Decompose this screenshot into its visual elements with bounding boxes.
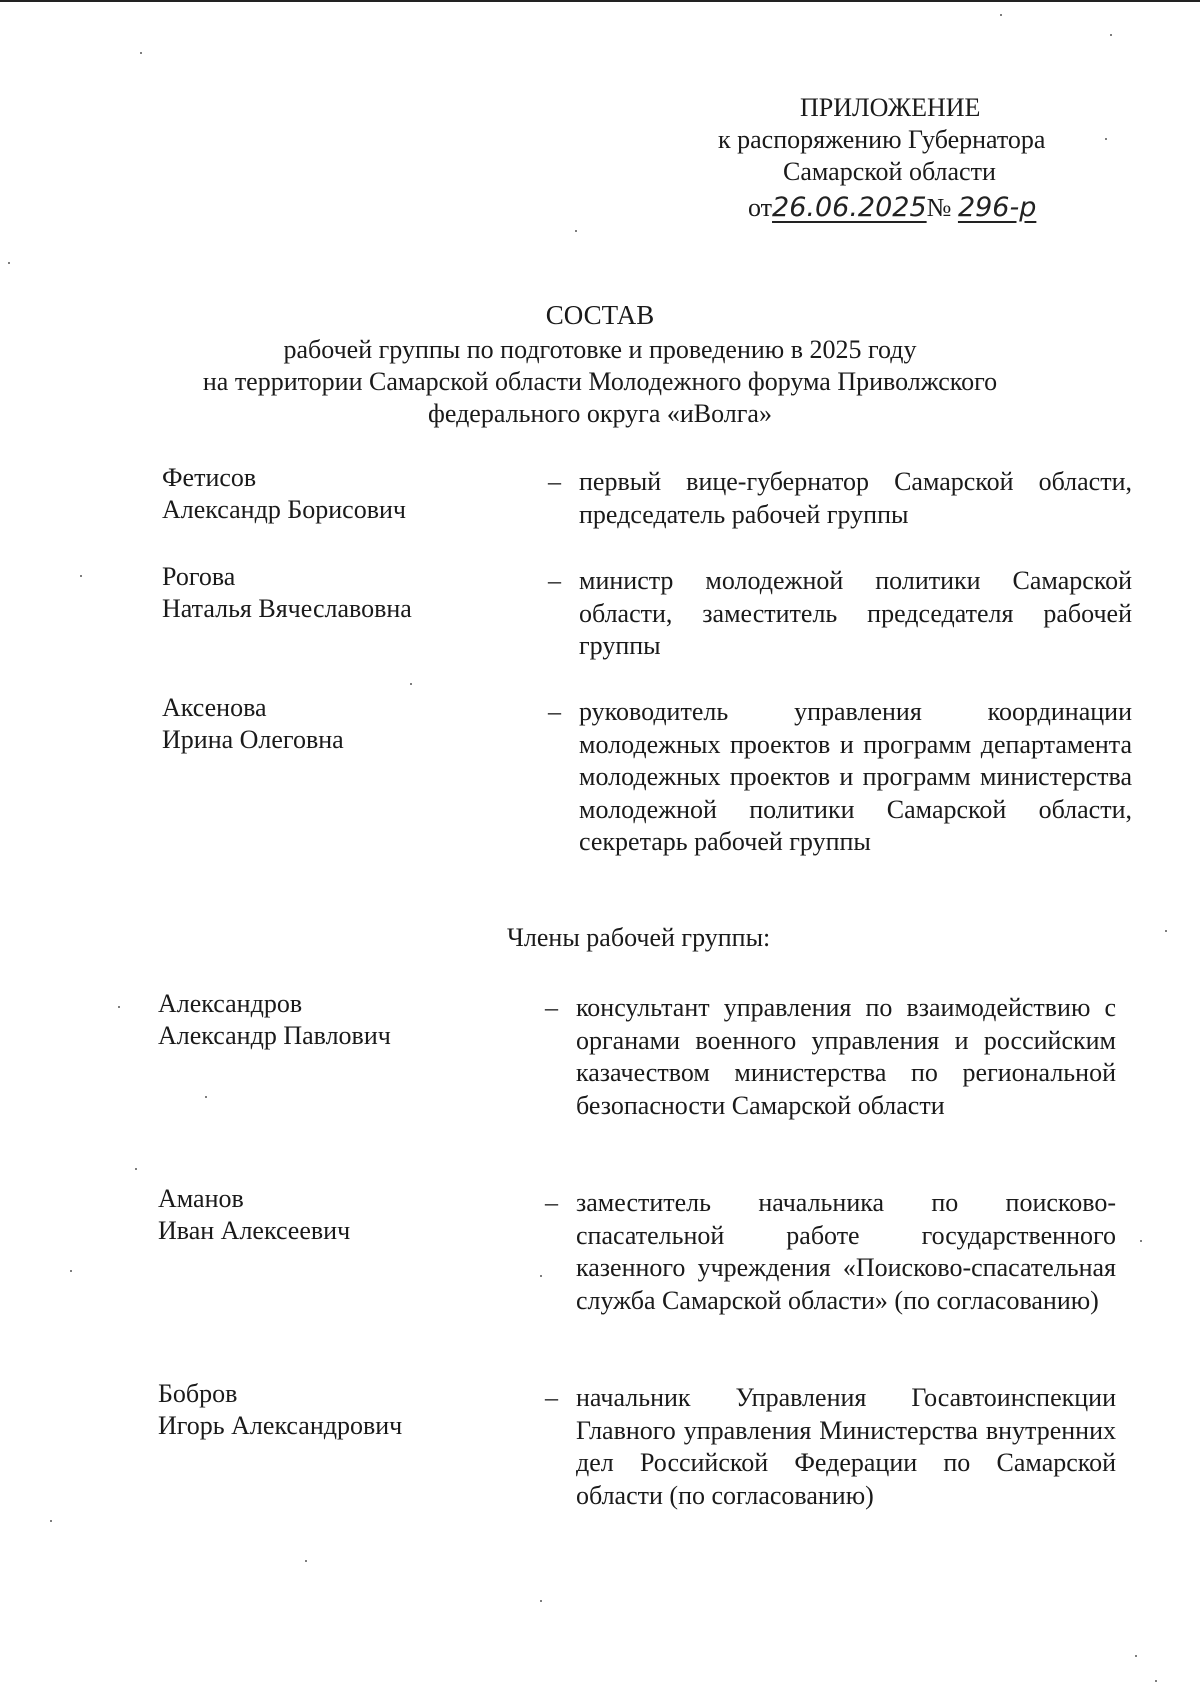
scan-speck [50,1520,52,1522]
scan-speck [1165,930,1167,932]
date-prefix: от [748,193,773,222]
member-surname: Аксенова [162,693,267,722]
number-prefix: № [926,193,952,222]
scan-speck [70,1270,72,1272]
scan-speck [410,683,412,685]
appendix-date-number [748,192,1036,224]
scan-speck [80,575,82,577]
member-surname: Александров [158,989,303,1018]
member-surname: Рогова [162,562,236,591]
member-dash: – [545,1383,558,1412]
scan-speck [1110,34,1112,36]
members-heading: Члены рабочей группы: [507,923,771,952]
scan-speck [540,1600,542,1602]
appendix-authority: Самарской области [783,157,996,186]
handwritten-date: 26.06.2025 [772,192,927,223]
scan-speck [1000,14,1002,16]
scan-speck [540,1275,542,1277]
handwritten-number: 296-р [957,192,1037,223]
scan-speck [205,1096,207,1098]
member-given-names: Иван Алексеевич [158,1216,351,1245]
scan-speck [1155,1680,1157,1682]
scan-speck [8,262,10,264]
scan-speck [118,1006,120,1008]
member-surname: Аманов [158,1184,244,1213]
member-role: министр молодежной политики Самарской области, заместитель председателя рабочей группы [579,566,1132,660]
document-subtitle-line-1: рабочей группы по подготовке и проведению в 2025 году [283,335,917,364]
document-subtitle-line-2: на территории Самарской области Молодежного форума Приволжского [202,367,998,396]
member-role: заместитель начальника по поисково-спасательной работе государственного казенного учреждения «Поисково-спасательная служба Самарской области» (по согласованию) [576,1188,1116,1315]
member-role: консультант управления по взаимодействию с органами военного управления и российским казачеством министерства по региональной безопасности Самарской области [576,993,1116,1120]
member-surname: Фетисов [162,463,257,492]
member-dash: – [548,697,561,726]
scan-speck [575,230,577,232]
member-role: первый вице-губернатор Самарской области, председатель рабочей группы [579,467,1132,529]
scan-speck [135,1168,137,1170]
appendix-title: ПРИЛОЖЕНИЕ [800,93,981,122]
member-given-names: Наталья Вячеславовна [162,594,412,623]
member-given-names: Александр Борисович [162,495,406,524]
member-given-names: Александр Павлович [158,1021,391,1050]
member-dash: – [545,1188,558,1217]
member-given-names: Ирина Олеговна [162,725,344,754]
scan-speck [140,52,142,54]
document-subtitle-line-3: федерального округа «иВолга» [428,399,772,428]
member-dash: – [545,993,558,1022]
scan-speck [305,1560,307,1562]
scan-top-border [0,0,1200,2]
document-title: СОСТАВ [545,300,655,330]
scan-speck [1140,1240,1142,1242]
member-given-names: Игорь Александрович [158,1411,403,1440]
scan-speck [1135,1655,1137,1657]
member-role: начальник Управления Госавтоинспекции Главного управления Министерства внутренних дел Российской Федерации по Самарской области (по согласованию) [576,1383,1116,1510]
member-dash: – [548,566,561,595]
member-role: руководитель управления координации молодежных проектов и программ департамента молодежных проектов и программ министерства молодежной политики Самарской области, секретарь рабочей группы [579,697,1132,856]
member-dash: – [548,467,561,496]
scan-speck [1105,138,1107,140]
member-surname: Бобров [158,1379,238,1408]
appendix-reference: к распоряжению Губернатора [718,125,1046,154]
